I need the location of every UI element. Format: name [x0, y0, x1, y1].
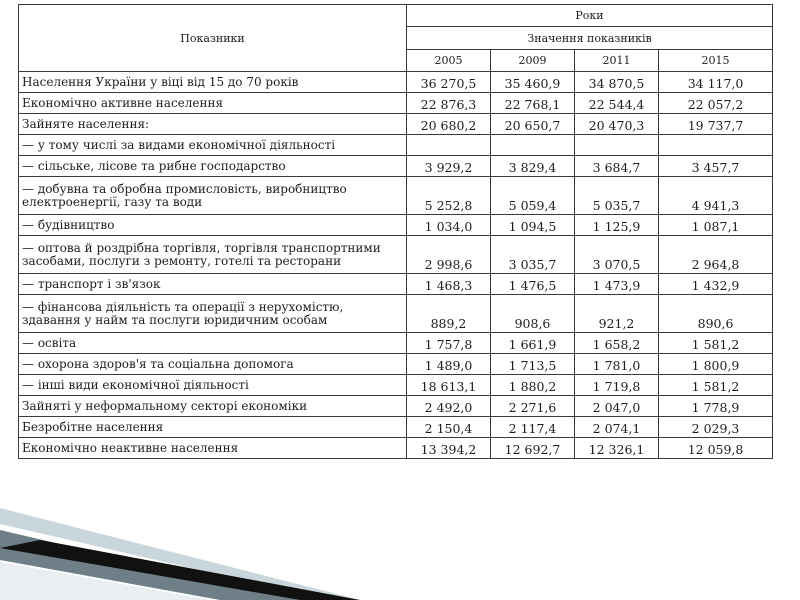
cell-value: 22 768,1	[491, 93, 575, 114]
table-row	[19, 333, 773, 354]
corner-swoosh-light	[0, 508, 360, 600]
cell-value: 19 737,7	[659, 114, 773, 135]
values-header: Значення показників	[407, 27, 773, 50]
corner-swoosh-fill	[0, 562, 210, 600]
cell-value: 5 035,7	[575, 177, 659, 215]
cell-value: 35 460,9	[491, 72, 575, 93]
cell-value: 1 581,2	[659, 375, 773, 396]
cell-value: 34 117,0	[659, 72, 773, 93]
row-label: — транспорт і зв'язок	[19, 274, 407, 295]
cell-value: 1 468,3	[407, 274, 491, 295]
cell-value: 3 457,7	[659, 156, 773, 177]
cell-value: 2 150,4	[407, 417, 491, 438]
table-row	[19, 295, 773, 333]
cell-value: 1 476,5	[491, 274, 575, 295]
cell-value: 2 029,3	[659, 417, 773, 438]
cell-value: 13 394,2	[407, 438, 491, 459]
cell-value	[659, 135, 773, 156]
cell-value: 22 057,2	[659, 93, 773, 114]
row-label: — фінансова діяльність та операції з нерухомістю, здавання у найм та послуги юридичним особам	[19, 295, 407, 333]
cell-value: 2 271,6	[491, 396, 575, 417]
cell-value: 1 581,2	[659, 333, 773, 354]
cell-value: 5 059,4	[491, 177, 575, 215]
cell-value: 12 059,8	[659, 438, 773, 459]
table-row	[19, 417, 773, 438]
row-label: — інші види економічної діяльності	[19, 375, 407, 396]
cell-value: 1 778,9	[659, 396, 773, 417]
year-header-2011: 2011	[575, 50, 659, 72]
cell-value: 22 876,3	[407, 93, 491, 114]
cell-value: 5 252,8	[407, 177, 491, 215]
table-row	[19, 72, 773, 93]
table-row	[19, 375, 773, 396]
cell-value: 1 432,9	[659, 274, 773, 295]
cell-value: 921,2	[575, 295, 659, 333]
cell-value: 908,6	[491, 295, 575, 333]
row-label: — добувна та обробна промисловість, виробництво електроенергії, газу та води	[19, 177, 407, 215]
cell-value: 1 087,1	[659, 215, 773, 236]
row-label: Економічно неактивне населення	[19, 438, 407, 459]
cell-value: 12 326,1	[575, 438, 659, 459]
cell-value: 4 941,3	[659, 177, 773, 215]
cell-value: 18 613,1	[407, 375, 491, 396]
row-label: — оптова й роздрібна торгівля, торгівля транспортними засобами, послуги з ремонту, готелі та ресторани	[19, 236, 407, 274]
table-row	[19, 274, 773, 295]
cell-value: 1 757,8	[407, 333, 491, 354]
table-row	[19, 396, 773, 417]
row-label: Економічно активне населення	[19, 93, 407, 114]
year-header-2015: 2015	[659, 50, 773, 72]
row-label: — у тому числі за видами економічної діяльності	[19, 135, 407, 156]
row-label: — охорона здоров'я та соціальна допомога	[19, 354, 407, 375]
cell-value: 2 047,0	[575, 396, 659, 417]
cell-value: 1 800,9	[659, 354, 773, 375]
cell-value: 34 870,5	[575, 72, 659, 93]
cell-value: 2 998,6	[407, 236, 491, 274]
years-header: Роки	[407, 5, 773, 27]
cell-value: 20 470,3	[575, 114, 659, 135]
cell-value: 20 650,7	[491, 114, 575, 135]
table-row	[19, 438, 773, 459]
cell-value: 1 034,0	[407, 215, 491, 236]
cell-value: 890,6	[659, 295, 773, 333]
row-label: — сільське, лісове та рибне господарство	[19, 156, 407, 177]
row-label: Населення України у віці від 15 до 70 років	[19, 72, 407, 93]
table-row	[19, 114, 773, 135]
row-label: Зайняті у неформальному секторі економіки	[19, 396, 407, 417]
cell-value: 1 880,2	[491, 375, 575, 396]
year-header-2005: 2005	[407, 50, 491, 72]
cell-value: 12 692,7	[491, 438, 575, 459]
row-label: — будівництво	[19, 215, 407, 236]
cell-value: 1 781,0	[575, 354, 659, 375]
cell-value	[575, 135, 659, 156]
cell-value: 1 125,9	[575, 215, 659, 236]
cell-value: 22 544,4	[575, 93, 659, 114]
cell-value: 2 074,1	[575, 417, 659, 438]
cell-value: 20 680,2	[407, 114, 491, 135]
table-row	[19, 236, 773, 274]
cell-value: 1 094,5	[491, 215, 575, 236]
row-label: Зайняте населення:	[19, 114, 407, 135]
corner-swoosh-mid	[0, 530, 300, 600]
cell-value: 3 684,7	[575, 156, 659, 177]
table-row	[19, 135, 773, 156]
year-header-2009: 2009	[491, 50, 575, 72]
statistics-table-container	[18, 4, 772, 459]
cell-value: 1 713,5	[491, 354, 575, 375]
cell-value: 2 492,0	[407, 396, 491, 417]
cell-value: 3 929,2	[407, 156, 491, 177]
cell-value: 2 117,4	[491, 417, 575, 438]
statistics-table	[18, 4, 773, 459]
table-row	[19, 215, 773, 236]
corner-swoosh-dark	[0, 540, 360, 600]
cell-value	[491, 135, 575, 156]
cell-value: 3 829,4	[491, 156, 575, 177]
row-label: — освіта	[19, 333, 407, 354]
cell-value: 889,2	[407, 295, 491, 333]
cell-value: 1 661,9	[491, 333, 575, 354]
cell-value: 36 270,5	[407, 72, 491, 93]
cell-value: 1 489,0	[407, 354, 491, 375]
table-row	[19, 156, 773, 177]
cell-value: 3 035,7	[491, 236, 575, 274]
indicators-header: Показники	[19, 5, 407, 72]
table-row	[19, 177, 773, 215]
cell-value: 1 658,2	[575, 333, 659, 354]
cell-value: 1 719,8	[575, 375, 659, 396]
cell-value: 1 473,9	[575, 274, 659, 295]
cell-value: 3 070,5	[575, 236, 659, 274]
table-row	[19, 354, 773, 375]
row-label: Безробітне населення	[19, 417, 407, 438]
table-row	[19, 93, 773, 114]
cell-value: 2 964,8	[659, 236, 773, 274]
cell-value	[407, 135, 491, 156]
